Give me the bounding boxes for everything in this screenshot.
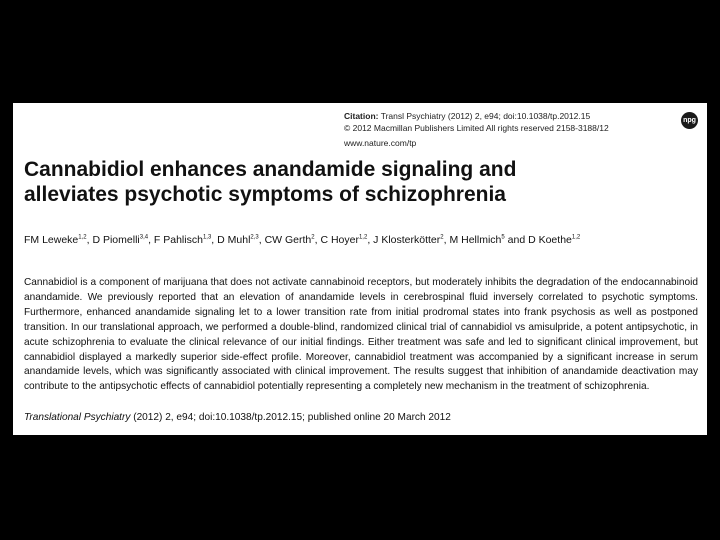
author: J Klosterkötter: [373, 234, 441, 246]
journal-reference: [24, 412, 451, 423]
npg-logo: npg: [681, 112, 698, 129]
paper-excerpt: [13, 103, 707, 435]
author-affiliation: 1,2: [78, 234, 87, 241]
abstract: Cannabidiol is a component of marijuana that does not activate cannabinoid receptors, but moderately inhibits the degradation of the endocannabinoid anandamide. We previously reported that an elevation of anandamide levels in cerebrospinal fluid inversely correlated to psychotic symptoms. Furthermore, enhanced anandamide signaling let to a lower transition rate from initial prodromal states into frank psychosis as well as postponed transition. In our translational approach, we performed a double-blind, randomized clinical trial of cannabidiol vs amisulpride, a potent antipsychotic, in acute schizophrenia to evaluate the clinical relevance of our initial findings. Either treatment was safe and led to significant clinical improvement, but cannabidiol displayed a markedly superior side-effect profile. Moreover, cannabidiol treatment was accompanied by a significant increase in serum anandamide levels, which was significantly associated with clinical improvement. The results suggest that inhibition of anandamide deactivation may contribute to the antipsychotic effects of cannabidiol potentially representing a completely new mechanism in the treatment of schizophrenia.: [24, 277, 698, 393]
author: D Koethe: [528, 234, 572, 246]
copyright-line: © 2012 Macmillan Publishers Limited All rights reserved 2158-3188/12: [344, 122, 609, 133]
author: C Hoyer: [320, 234, 359, 246]
citation-label: Citation:: [344, 111, 379, 121]
author-affiliation: 1,2: [571, 234, 581, 241]
author: D Piomelli: [92, 234, 140, 246]
citation-block: [344, 111, 609, 148]
author: CW Gerth: [264, 234, 312, 246]
author: F Pahlisch: [153, 234, 203, 246]
author: M Hellmich: [449, 234, 502, 246]
author-affiliation: 3,4: [139, 234, 149, 241]
author-affiliation: 1,2: [358, 234, 368, 241]
journal-website: www.nature.com/tp: [344, 138, 417, 148]
author-list: FM Leweke$^{1,2}$, D Piomelli$^{3,4}$, F Pahlisch$^{1,3}$, D Muhl$^{2,3}$, CW Gerth$^2$, C Hoyer$^{1,2}$, J Klosterkötter$^2$, M Hellmich$^5$ and D Koethe$^{1,2}$: [24, 234, 581, 246]
author-affiliation: 2: [440, 234, 444, 241]
article-title: [24, 157, 516, 207]
author-affiliation: 2: [311, 234, 315, 241]
journal-name: Translational Psychiatry: [24, 412, 131, 423]
author-connector: and: [507, 234, 526, 246]
author-affiliation: 2,3: [250, 234, 259, 241]
author: FM Leweke: [24, 234, 79, 246]
journal-details: (2012) 2, e94; doi:10.1038/tp.2012.15; published online 20 March 2012: [130, 412, 451, 423]
author-affiliation: 1,3: [202, 234, 212, 241]
title-line-1: Cannabidiol enhances anandamide signaling and: [24, 158, 517, 181]
citation-text: Transl Psychiatry (2012) 2, e94; doi:10.1038/tp.2012.15: [380, 111, 591, 121]
author: D Muhl: [217, 234, 251, 246]
title-line-2: alleviates psychotic symptoms of schizophrenia: [24, 183, 506, 206]
author-affiliation: 5: [501, 234, 505, 241]
